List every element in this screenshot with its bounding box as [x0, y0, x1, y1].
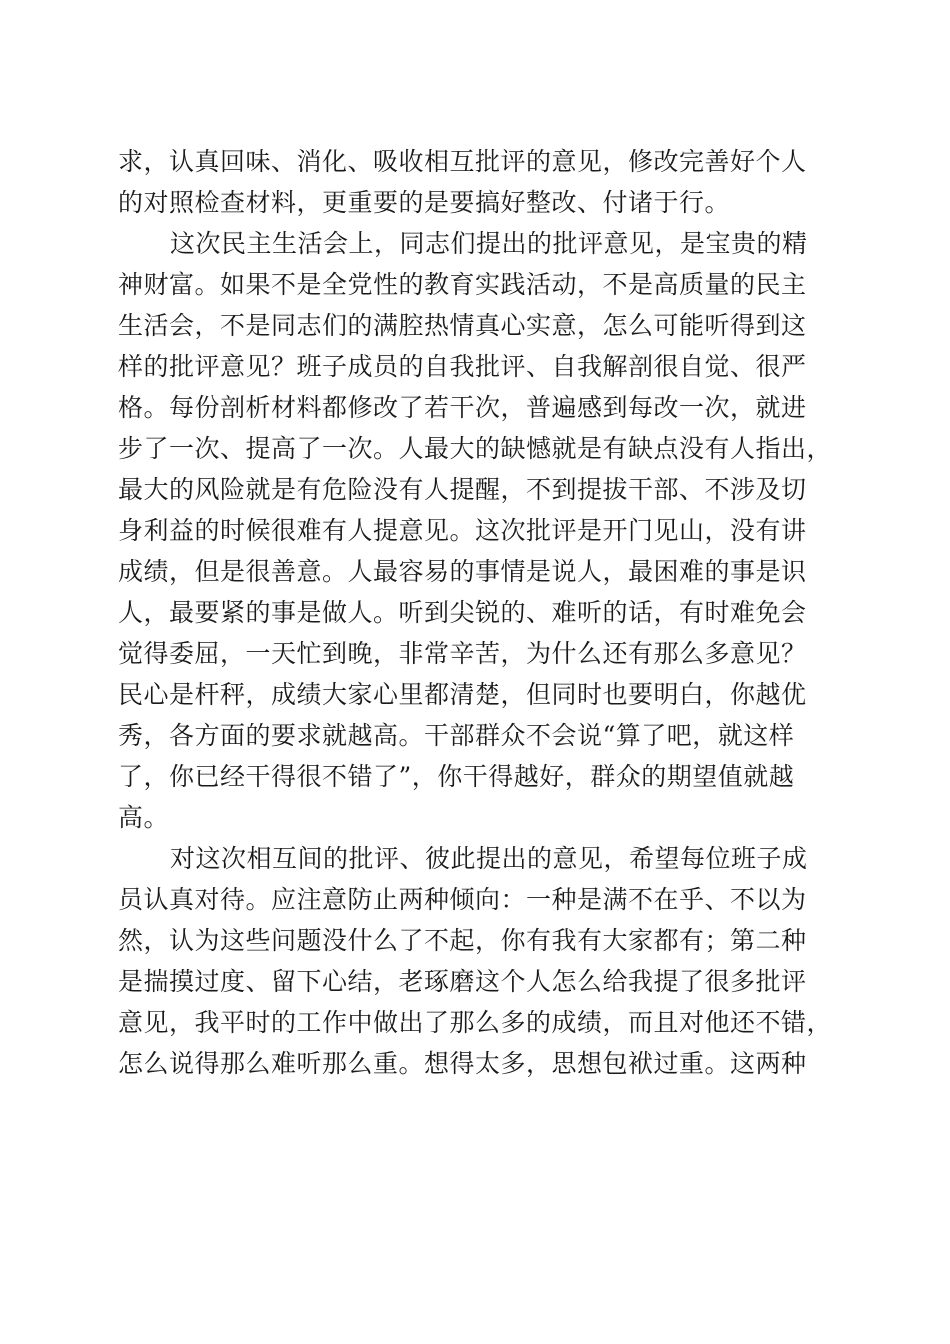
text-line: 觉得委屈，一天忙到晚，非常辛苦，为什么还有那么多意见？ [118, 639, 807, 668]
text-line: 高。 [118, 803, 170, 832]
text-line: 是揣摸过度、留下心结，老琢磨这个人怎么给我提了很多批评 [118, 967, 807, 996]
text-line: 员认真对待。应注意防止两种倾向：一种是满不在乎、不以为 [118, 885, 807, 914]
text-line: 的对照检查材料，更重要的是要搞好整改、付诸于行。 [118, 188, 731, 217]
text-line: 神财富。如果不是全党性的教育实践活动，不是高质量的民主 [118, 270, 807, 299]
text-line: 然，认为这些问题没什么了不起，你有我有大家都有；第二种 [118, 926, 807, 955]
body-text [118, 141, 838, 1084]
text-line: 步了一次、提高了一次。人最大的缺憾就是有缺点没有人指出， [118, 434, 833, 463]
text-line: 身利益的时候很难有人提意见。这次批评是开门见山，没有讲 [118, 516, 807, 545]
paragraph-start-line: 这次民主生活会上，同志们提出的批评意见，是宝贵的精 [170, 229, 808, 258]
text-line: 格。每份剖析材料都修改了若干次，普遍感到每改一次，就进 [118, 393, 807, 422]
text-line: 成绩，但是很善意。人最容易的事情是说人，最困难的事是识 [118, 557, 807, 586]
text-line: 怎么说得那么难听那么重。想得太多，思想包袱过重。这两种 [118, 1049, 807, 1078]
text-line: 秀，各方面的要求就越高。干部群众不会说“算了吧，就这样 [118, 721, 795, 750]
text-line: 生活会，不是同志们的满腔热情真心实意，怎么可能听得到这 [118, 311, 807, 340]
text-line: 样的批评意见？班子成员的自我批评、自我解剖很自觉、很严 [118, 352, 807, 381]
text-line: 人，最要紧的事是做人。听到尖锐的、难听的话，有时难免会 [118, 598, 807, 627]
text-line: 民心是杆秤，成绩大家心里都清楚，但同时也要明白，你越优 [118, 680, 807, 709]
text-line: 了，你已经干得很不错了”，你干得越好，群众的期望值就越 [118, 762, 795, 791]
text-line: 意见，我平时的工作中做出了那么多的成绩，而且对他还不错， [118, 1008, 833, 1037]
text-line: 求，认真回味、消化、吸收相互批评的意见，修改完善好个人 [118, 147, 807, 176]
text-line: 最大的风险就是有危险没有人提醒，不到提拔干部、不涉及切 [118, 475, 807, 504]
paragraph-start-line: 对这次相互间的批评、彼此提出的意见，希望每位班子成 [170, 844, 808, 873]
